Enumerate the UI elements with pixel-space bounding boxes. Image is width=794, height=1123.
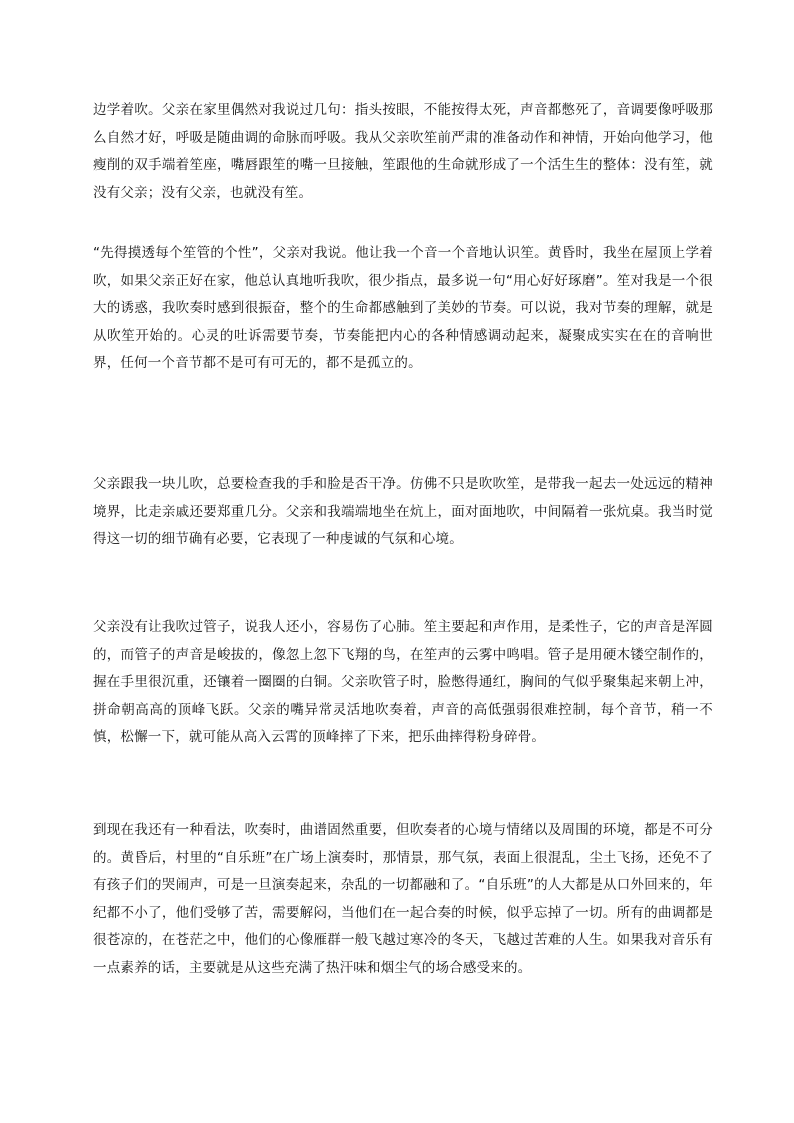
- paragraph: “先得摸透每个笙管的个性”，父亲对我说。他让我一个音一个音地认识笙。黄昏时，我坐在屋顶上学着吹，如果父亲正好在家，他总认真地听我吹，很少指点，最多说一句“用心好好琢磨”。笙对我是一个很大的诱惑，我吹奏时感到很振奋，整个的生命都感触到了美妙的节奏。可以说，我对节奏的理解，就是从吹笙开始的。心灵的吐诉需要节奏，节奏能把内心的各种情感调动起来，凝聚成实实在在的音响世界，任何一个音节都不是可有可无的，都不是孤立的。: [93, 245, 713, 371]
- paragraph: 到现在我还有一种看法，吹奏时，曲谱固然重要，但吹奏者的心境与情绪以及周围的环境，都是不可分的。黄昏后，村里的“自乐班”在广场上演奏时，那情景，那气氛，表面上很混乱，尘土飞扬，还免不了有孩子们的哭闹声，可是一旦演奏起来，杂乱的一切都融和了。“自乐班”的人大都是从口外回来的，年纪都不小了，他们受够了苦，需要解闷，当他们在一起合奏的时候，似乎忘掉了一切。所有的曲调都是很苍凉的，在苍茫之中，他们的心像雁群一般飞越过寒冷的冬天，飞越过苦难的人生。如果我对音乐有一点素养的话，主要就是从这些充满了热汗味和烟尘气的场合感受来的。: [93, 822, 713, 976]
- paragraph: 父亲跟我一块儿吹，总要检查我的手和脸是否干净。仿佛不只是吹吹笙，是带我一起去一处远远的精神境界，比走亲戚还要郑重几分。父亲和我端端地坐在炕上，面对面地吹，中间隔着一张炕桌。我当时觉得这一切的细节确有必要，它表现了一种虔诚的气氛和心境。: [93, 476, 713, 547]
- paragraph: 边学着吹。父亲在家里偶然对我说过几句：指头按眼，不能按得太死，声音都憋死了，音调要像呼吸那么自然才好，呼吸是随曲调的命脉而呼吸。我从父亲吹笙前严肃的准备动作和神情，开始向他学习，他瘦削的双手端着笙座，嘴唇跟笙的嘴一旦接触，笙跟他的生命就形成了一个活生生的整体：没有笙，就没有父亲；没有父亲，也就没有笙。: [93, 102, 713, 201]
- paragraph: 父亲没有让我吹过管子，说我人还小，容易伤了心肺。笙主要起和声作用，是柔性子，它的声音是浑圆的，而管子的声音是峻拔的，像忽上忽下飞翔的鸟，在笙声的云雾中鸣唱。管子是用硬木镂空制作的，握在手里很沉重，还镶着一圈圈的白铜。父亲吹管子时，脸憋得通红，胸间的气似乎聚集起来朝上冲，拼命朝高高的顶峰飞跃。父亲的嘴异常灵活地吹奏着，声音的高低强弱很难控制，每个音节，稍一不慎，松懈一下，就可能从高入云霄的顶峰摔了下来，把乐曲摔得粉身碎骨。: [93, 619, 713, 745]
